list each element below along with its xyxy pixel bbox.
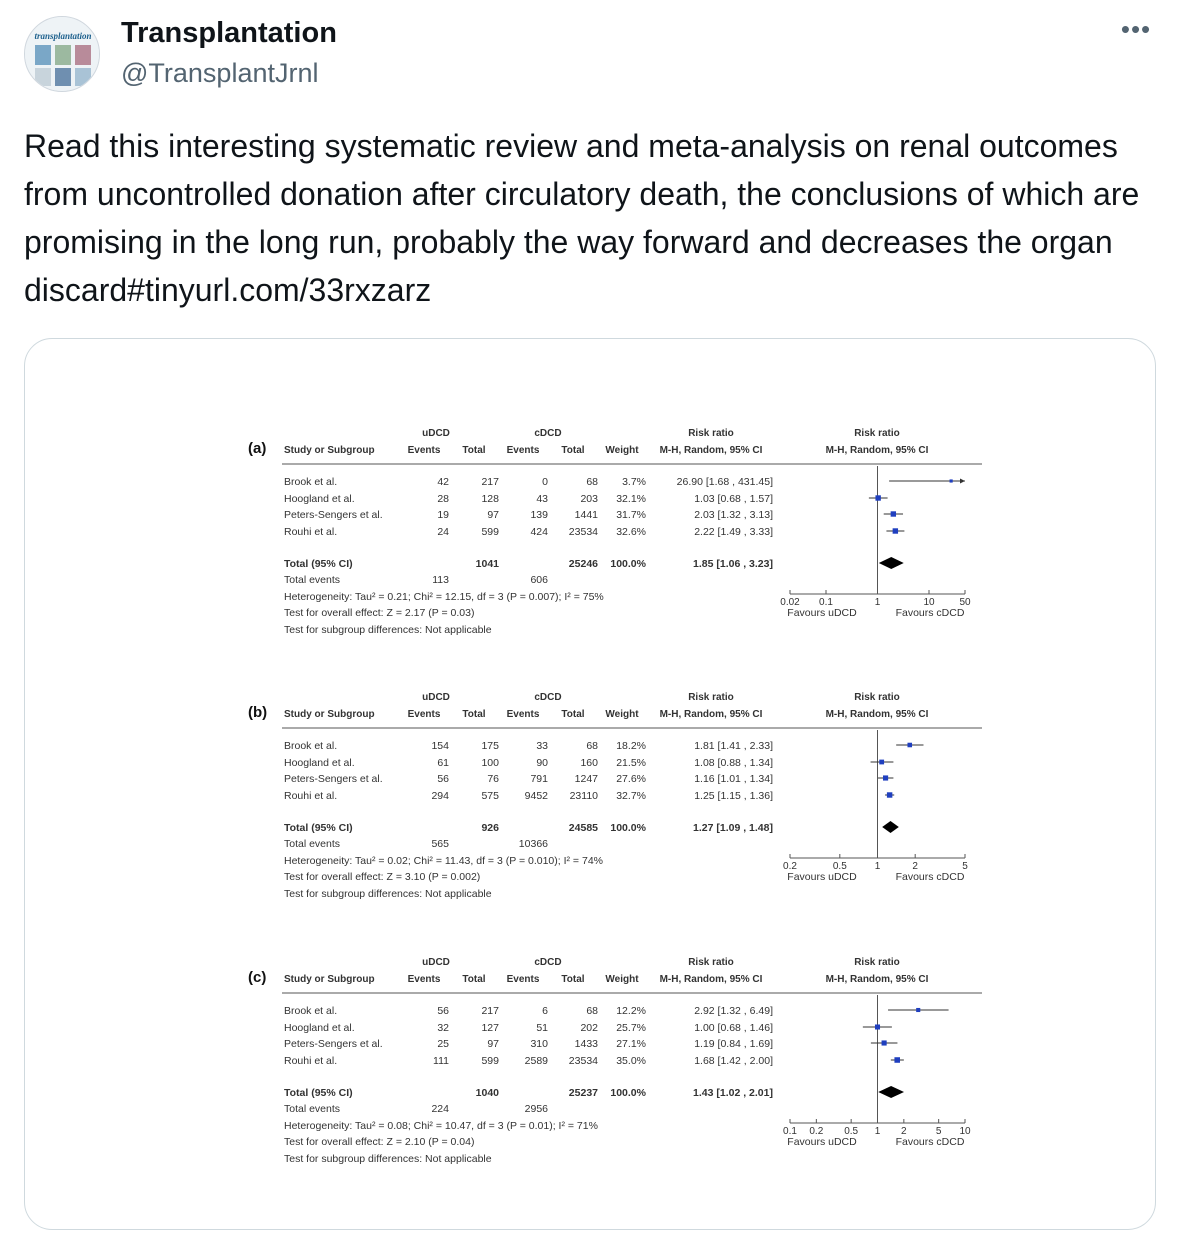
header-weight: Weight	[605, 709, 639, 720]
header-total: Total	[462, 709, 486, 720]
study-estimate-marker	[891, 511, 896, 516]
cdcd-total: 23110	[569, 790, 598, 802]
favours-cdcd-label: Favours cDCD	[895, 871, 965, 883]
cdcd-events: 6	[542, 1005, 548, 1017]
study-weight: 32.1%	[616, 493, 646, 505]
study-name: Peters-Sengers et al.	[284, 509, 383, 521]
udcd-events: 28	[437, 493, 449, 505]
total-events-cdcd: 606	[530, 574, 548, 586]
x-tick-label: 50	[959, 597, 971, 608]
cdcd-events: 2589	[524, 1055, 548, 1067]
header-udcd: uDCD	[422, 428, 450, 439]
study-risk-ratio: 1.68 [1.42 , 2.00]	[694, 1055, 773, 1067]
header-events: Events	[407, 974, 441, 985]
udcd-total: 175	[481, 740, 499, 752]
total-label: Total (95% CI)	[284, 558, 353, 570]
avatar-logo-text: transplantation	[34, 31, 92, 41]
total-cdcd: 25237	[568, 1087, 598, 1099]
udcd-events: 61	[437, 757, 449, 769]
udcd-total: 599	[481, 1055, 499, 1067]
header-method-plot: M-H, Random, 95% CI	[825, 709, 929, 720]
total-events-udcd: 565	[431, 838, 449, 850]
total-udcd: 1040	[475, 1087, 499, 1099]
study-risk-ratio: 1.03 [0.68 , 1.57]	[694, 493, 773, 505]
x-tick-label: 0.5	[832, 861, 847, 872]
udcd-total: 217	[481, 1005, 499, 1017]
study-risk-ratio: 1.08 [0.88 , 1.34]	[694, 757, 773, 769]
total-weight: 100.0%	[610, 558, 646, 570]
header-risk-ratio-plot: Risk ratio	[854, 692, 900, 703]
header-risk-ratio-plot: Risk ratio	[854, 957, 900, 968]
header-risk-ratio: Risk ratio	[688, 428, 734, 439]
overall-effect-text: Test for overall effect: Z = 2.17 (P = 0.03)	[284, 607, 475, 619]
cdcd-total: 68	[586, 1005, 598, 1017]
header-cdcd: cDCD	[534, 957, 562, 968]
udcd-events: 154	[431, 740, 449, 752]
header-events: Events	[407, 709, 441, 720]
x-tick-label: 0.2	[809, 1126, 824, 1137]
udcd-total: 100	[481, 757, 499, 769]
x-tick-label: 0.1	[819, 597, 833, 608]
total-events-label: Total events	[284, 574, 341, 586]
pooled-diamond	[879, 557, 904, 569]
study-risk-ratio: 1.16 [1.01 , 1.34]	[694, 773, 773, 785]
forest-plot-figure	[25, 339, 1155, 1229]
total-weight: 100.0%	[610, 822, 646, 834]
cdcd-events: 791	[530, 773, 548, 785]
x-tick-label: 10	[923, 597, 935, 608]
study-risk-ratio: 1.81 [1.41 , 2.33]	[694, 740, 773, 752]
study-name: Peters-Sengers et al.	[284, 1038, 383, 1050]
study-name: Brook et al.	[284, 740, 338, 752]
study-weight: 32.6%	[616, 526, 646, 538]
header-total: Total	[561, 709, 585, 720]
x-tick-label: 1	[874, 861, 881, 872]
heterogeneity-text: Heterogeneity: Tau² = 0.08; Chi² = 10.47, df = 3 (P = 0.01); I² = 71%	[284, 1120, 598, 1132]
cdcd-total: 1247	[574, 773, 598, 785]
heterogeneity-text: Heterogeneity: Tau² = 0.02; Chi² = 11.43, df = 3 (P = 0.010); I² = 74%	[284, 855, 603, 867]
total-events-label: Total events	[284, 1103, 341, 1115]
total-label: Total (95% CI)	[284, 822, 353, 834]
cdcd-events: 0	[542, 476, 548, 488]
study-weight: 25.7%	[616, 1022, 646, 1034]
x-tick-label: 2	[912, 861, 918, 872]
header-study: Study or Subgroup	[284, 709, 375, 720]
total-label: Total (95% CI)	[284, 1087, 353, 1099]
study-weight: 27.1%	[616, 1038, 646, 1050]
x-tick-label: 0.1	[783, 1126, 797, 1137]
avatar-logo	[25, 17, 100, 92]
cdcd-events: 310	[530, 1038, 548, 1050]
udcd-total: 128	[481, 493, 499, 505]
heterogeneity-text: Heterogeneity: Tau² = 0.21; Chi² = 12.15, df = 3 (P = 0.007); I² = 75%	[284, 591, 604, 603]
study-risk-ratio: 2.92 [1.32 , 6.49]	[694, 1005, 773, 1017]
cdcd-total: 160	[580, 757, 598, 769]
study-weight: 3.7%	[622, 476, 646, 488]
favours-udcd-label: Favours uDCD	[787, 1136, 857, 1148]
study-name: Hoogland et al.	[284, 493, 355, 505]
x-tick-label: 5	[935, 1126, 942, 1137]
udcd-total: 599	[481, 526, 499, 538]
study-name: Rouhi et al.	[284, 526, 338, 538]
pooled-diamond	[878, 1086, 904, 1098]
favours-cdcd-label: Favours cDCD	[895, 607, 965, 619]
header-cdcd: cDCD	[534, 428, 562, 439]
study-name: Peters-Sengers et al.	[284, 773, 383, 785]
cdcd-events: 424	[530, 526, 548, 538]
cdcd-total: 202	[580, 1022, 598, 1034]
header-method: M-H, Random, 95% CI	[659, 445, 763, 456]
study-risk-ratio: 1.25 [1.15 , 1.36]	[694, 790, 773, 802]
cdcd-events: 139	[530, 509, 548, 521]
header-risk-ratio: Risk ratio	[688, 692, 734, 703]
header-total: Total	[462, 445, 486, 456]
total-risk-ratio: 1.27 [1.09 , 1.48]	[693, 822, 773, 834]
study-name: Rouhi et al.	[284, 790, 338, 802]
study-weight: 18.2%	[616, 740, 646, 752]
total-udcd: 1041	[475, 558, 499, 570]
subgroup-test-text: Test for subgroup differences: Not applicable	[284, 888, 492, 900]
udcd-events: 19	[437, 509, 449, 521]
total-cdcd: 25246	[568, 558, 598, 570]
udcd-total: 127	[481, 1022, 499, 1034]
study-estimate-marker	[916, 1008, 920, 1012]
header-udcd: uDCD	[422, 692, 450, 703]
cdcd-events: 9452	[524, 790, 548, 802]
study-estimate-marker	[879, 760, 884, 765]
study-estimate-marker	[875, 495, 880, 500]
cdcd-total: 23534	[568, 1055, 598, 1067]
panel-label: (b)	[248, 704, 268, 721]
header-risk-ratio: Risk ratio	[688, 957, 734, 968]
total-events-udcd: 113	[432, 574, 449, 586]
ci-arrow	[960, 479, 965, 484]
header-events: Events	[506, 974, 540, 985]
x-tick-label: 2	[901, 1126, 907, 1137]
total-events-cdcd: 10366	[518, 838, 548, 850]
header-weight: Weight	[605, 974, 639, 985]
udcd-events: 294	[431, 790, 449, 802]
header-events: Events	[506, 709, 540, 720]
favours-cdcd-label: Favours cDCD	[895, 1136, 965, 1148]
study-risk-ratio: 2.22 [1.49 , 3.33]	[694, 526, 773, 538]
x-tick-label: 1	[874, 597, 881, 608]
udcd-events: 111	[433, 1055, 449, 1067]
udcd-total: 217	[481, 476, 499, 488]
cdcd-events: 90	[536, 757, 548, 769]
header-study: Study or Subgroup	[284, 445, 375, 456]
total-udcd: 926	[481, 822, 499, 834]
header-cdcd: cDCD	[534, 692, 562, 703]
udcd-total: 575	[481, 790, 499, 802]
header-udcd: uDCD	[422, 957, 450, 968]
study-estimate-marker	[894, 1057, 900, 1063]
x-tick-label: 0.2	[783, 861, 797, 872]
udcd-events: 56	[437, 773, 449, 785]
cdcd-total: 68	[586, 476, 598, 488]
header-method-plot: M-H, Random, 95% CI	[825, 445, 929, 456]
x-tick-label: 0.5	[844, 1126, 859, 1137]
study-weight: 12.2%	[616, 1005, 646, 1017]
udcd-events: 25	[437, 1038, 449, 1050]
study-risk-ratio: 1.00 [0.68 , 1.46]	[694, 1022, 773, 1034]
cdcd-total: 1441	[574, 509, 598, 521]
study-estimate-marker	[887, 792, 892, 797]
study-weight: 31.7%	[616, 509, 646, 521]
header-total: Total	[561, 974, 585, 985]
x-tick-label: 5	[962, 861, 968, 872]
cdcd-total: 1433	[574, 1038, 598, 1050]
x-tick-label: 0.02	[780, 597, 800, 608]
header-events: Events	[506, 445, 540, 456]
header-risk-ratio-plot: Risk ratio	[854, 428, 900, 439]
study-estimate-marker	[893, 528, 898, 533]
study-risk-ratio: 26.90 [1.68 , 431.45]	[676, 476, 773, 488]
study-estimate-marker	[875, 1024, 880, 1029]
avatar[interactable]	[24, 16, 100, 92]
study-weight: 32.7%	[616, 790, 646, 802]
header-method-plot: M-H, Random, 95% CI	[825, 974, 929, 985]
overall-effect-text: Test for overall effect: Z = 2.10 (P = 0.04)	[284, 1136, 475, 1148]
header-method: M-H, Random, 95% CI	[659, 974, 763, 985]
header-study: Study or Subgroup	[284, 974, 375, 985]
udcd-events: 32	[437, 1022, 449, 1034]
panel-label: (c)	[248, 969, 267, 986]
study-name: Rouhi et al.	[284, 1055, 338, 1067]
cdcd-events: 33	[536, 740, 548, 752]
cdcd-total: 23534	[568, 526, 598, 538]
cdcd-total: 68	[586, 740, 598, 752]
udcd-events: 42	[437, 476, 449, 488]
study-risk-ratio: 1.19 [0.84 , 1.69]	[694, 1038, 773, 1050]
cdcd-events: 51	[536, 1022, 548, 1034]
author-name[interactable]: Transplantation	[121, 17, 337, 49]
subgroup-test-text: Test for subgroup differences: Not applicable	[284, 1153, 492, 1165]
tweet-media-image[interactable]	[24, 338, 1156, 1230]
total-events-cdcd: 2956	[524, 1103, 548, 1115]
subgroup-test-text: Test for subgroup differences: Not applicable	[284, 624, 492, 636]
total-risk-ratio: 1.85 [1.06 , 3.23]	[693, 558, 773, 570]
study-estimate-marker	[882, 1040, 887, 1045]
udcd-total: 97	[487, 509, 499, 521]
x-tick-label: 1	[874, 1126, 881, 1137]
study-weight: 27.6%	[616, 773, 646, 785]
study-name: Brook et al.	[284, 1005, 338, 1017]
study-name: Hoogland et al.	[284, 757, 355, 769]
header-method: M-H, Random, 95% CI	[659, 709, 763, 720]
study-name: Brook et al.	[284, 476, 338, 488]
study-weight: 21.5%	[616, 757, 646, 769]
pooled-diamond	[882, 821, 899, 833]
favours-udcd-label: Favours uDCD	[787, 871, 857, 883]
study-estimate-marker	[883, 775, 888, 780]
author-handle[interactable]: @TransplantJrnl	[121, 58, 319, 88]
x-tick-label: 10	[959, 1126, 971, 1137]
study-risk-ratio: 2.03 [1.32 , 3.13]	[694, 509, 773, 521]
study-estimate-marker	[950, 479, 953, 482]
udcd-events: 56	[437, 1005, 449, 1017]
cdcd-events: 43	[536, 493, 548, 505]
favours-udcd-label: Favours uDCD	[787, 607, 857, 619]
total-weight: 100.0%	[610, 1087, 646, 1099]
udcd-total: 97	[487, 1038, 499, 1050]
study-estimate-marker	[907, 743, 912, 748]
tweet-text: Read this interesting systematic review and meta-analysis on renal outcomes from uncontrolled donation after circulatory death, the conclusions of which are promising in the long run, probably the way forward and decreases the organ discard#tinyurl.com/33rxzarz	[24, 128, 1140, 308]
header-weight: Weight	[605, 445, 639, 456]
study-weight: 35.0%	[616, 1055, 646, 1067]
header-total: Total	[462, 974, 486, 985]
udcd-total: 76	[487, 773, 499, 785]
total-cdcd: 24585	[568, 822, 598, 834]
header-total: Total	[561, 445, 585, 456]
panel-label: (a)	[248, 440, 267, 457]
more-options-icon[interactable]: •••	[1120, 14, 1152, 44]
udcd-events: 24	[437, 526, 449, 538]
cdcd-total: 203	[580, 493, 598, 505]
header-events: Events	[407, 445, 441, 456]
total-events-label: Total events	[284, 838, 341, 850]
total-risk-ratio: 1.43 [1.02 , 2.01]	[693, 1087, 773, 1099]
study-name: Hoogland et al.	[284, 1022, 355, 1034]
overall-effect-text: Test for overall effect: Z = 3.10 (P = 0.002)	[284, 871, 481, 883]
total-events-udcd: 224	[431, 1103, 449, 1115]
